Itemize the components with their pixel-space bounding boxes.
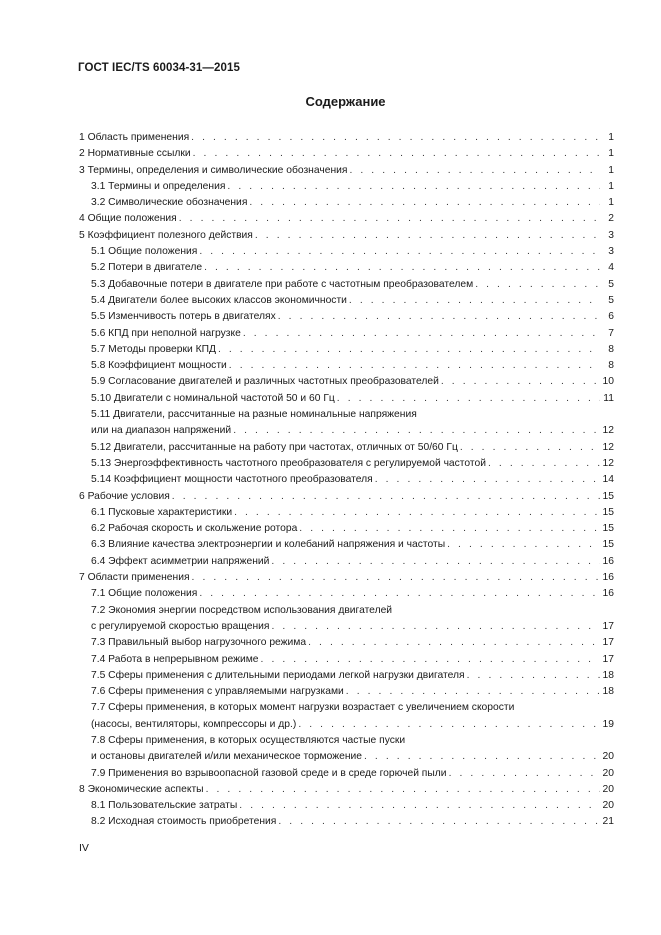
toc-entry-page: 20 [602,751,614,763]
dot-leader [243,326,600,342]
toc-entry-title: 1 Область применения [79,132,190,143]
toc-entry-title: 5.4 Двигатели более высоких классов экономичности [91,294,347,306]
toc-entry-page: 5 [608,294,614,306]
toc-entry[interactable] [79,260,614,276]
toc-entry[interactable] [79,326,614,342]
toc-entry[interactable] [79,782,614,798]
toc-entry[interactable] [79,635,614,651]
toc-entry[interactable] [79,374,614,390]
toc-entry[interactable] [79,489,614,505]
toc-entry[interactable] [79,228,614,244]
toc-entry-title: 4 Общие положения [79,213,177,225]
toc-entry-title: 5.5 Изменчивость потерь в двигателях [91,311,276,323]
toc-entry-title: 3.2 Символические обозначения [91,197,248,209]
toc-entry[interactable] [79,472,614,488]
toc-entry-title: 5.12 Двигатели, рассчитанные на работу при частотах, отличных от 50/60 Гц [91,441,458,453]
toc-entry-page: 18 [602,669,614,681]
dot-leader [278,309,600,325]
toc-entry-title: 5.7 Методы проверки КПД [91,343,216,355]
dot-leader [199,244,600,260]
dot-leader [255,228,600,244]
toc-entry-page: 18 [602,686,614,698]
toc-entry[interactable] [79,146,614,162]
toc-title: Содержание [305,94,386,109]
toc-entry-title: 5.6 КПД при неполной нагрузке [91,327,241,339]
toc-entry-title: 7.4 Работа в непрерывном режиме [91,653,259,665]
toc-entry-title: 7.6 Сферы применения с управляемыми нагрузками [91,686,344,698]
toc-entry[interactable] [79,293,614,309]
toc-entry-title: 3 Термины, определения и символические обозначения [79,164,348,176]
toc-entry-title: 7.3 Правильный выбор нагрузочного режима [91,637,307,649]
toc-entry-title: 6.2 Рабочая скорость и скольжение ротора [91,523,298,535]
dot-leader [488,456,600,472]
toc-entry-page: 17 [602,653,614,665]
toc-entry-title: 7.8 Сферы применения, в которых осуществляются частые пуски [91,734,406,746]
dot-leader [227,179,600,195]
toc-entry-page: 2 [608,213,614,225]
toc-entry[interactable] [79,684,614,700]
toc-entry-title-continued: и остановы двигателей и/или механическое торможение [91,751,363,763]
toc-entry-title: 5.11 Двигатели, рассчитанные на разные номинальные напряжения [91,409,417,421]
toc-entry[interactable] [79,342,614,358]
toc-entry-page: 20 [602,800,614,812]
toc-entry-page: 1 [608,164,614,176]
toc-entry-page: 19 [602,718,614,730]
toc-entry-page: 10 [602,376,614,388]
toc-entry-page: 17 [602,620,614,632]
dot-leader [204,260,600,276]
dot-leader [467,668,600,684]
dot-leader [193,146,600,162]
toc-entry-page: 16 [602,555,614,567]
document-code: ГОСТ IEC/TS 60034-31—2015 [78,62,240,74]
toc-entry-title: 7.5 Сферы применения с длительными периодами легкой нагрузки двигателя [91,669,465,681]
toc-entry[interactable] [79,179,614,195]
dot-leader [218,342,600,358]
toc-entry-title: 8.1 Пользовательские затраты [91,800,238,812]
dot-leader [239,798,600,814]
toc-entry[interactable] [79,554,614,570]
dot-leader [346,684,600,700]
toc-entry-title: 6.4 Эффект асимметрии напряжений [91,555,270,567]
toc-entry-page: 17 [602,637,614,649]
toc-entry-page: 15 [602,523,614,535]
toc-entry-title-continued: (насосы, вентиляторы, компрессоры и др.) [91,718,297,730]
toc-entry-title: 5.3 Добавочные потери в двигателе при работе с частотным преобразователем [91,278,474,290]
toc-entry-title: 7.9 Применения во взрывоопасной газовой среде и в среде горючей пыли [91,767,447,779]
dot-leader [271,554,600,570]
toc-entry-page: 1 [608,148,614,160]
dot-leader [349,163,600,179]
toc-entry-page: 12 [602,441,614,453]
toc-entry[interactable] [79,163,614,179]
toc-entry-page: 1 [608,132,614,143]
toc-entry-page: 15 [602,506,614,518]
toc-entry-page: 8 [608,360,614,372]
toc-entry[interactable] [79,195,614,211]
dot-leader [261,652,600,668]
toc-entry[interactable] [79,586,614,602]
toc-entry-page: 11 [603,392,614,404]
toc-entry[interactable] [79,391,614,407]
dot-leader [172,489,600,505]
dot-leader [299,521,600,537]
dot-leader [441,374,600,390]
toc-entry-title: 8 Экономические аспекты [79,783,204,795]
toc-entry-title: 5.13 Энергоэффективность частотного преобразователя с регулируемой частотой [91,457,486,469]
toc-entry-page: 15 [602,490,614,502]
toc-entry[interactable] [79,211,614,227]
toc-entry-title: 5.10 Двигатели с номинальной частотой 50 и 60 Гц [91,392,335,404]
toc-entry[interactable] [79,277,614,293]
dot-leader [179,211,600,227]
toc-entry[interactable] [79,358,614,374]
dot-leader [460,440,600,456]
dot-leader [234,505,600,521]
toc-entry-title: 2 Нормативные ссылки [79,148,191,160]
toc-entry[interactable] [79,603,614,636]
dot-leader [475,277,600,293]
toc-entry-title: 5.8 Коэффициент мощности [91,360,227,372]
toc-entry[interactable] [79,505,614,521]
toc-entry-page: 12 [602,457,614,469]
toc-entry[interactable] [79,456,614,472]
dot-leader [447,537,600,553]
toc-entry-page: 1 [608,197,614,209]
toc-entry-page: 21 [602,816,614,828]
dot-leader [271,619,600,635]
toc-entry[interactable] [79,521,614,537]
dot-leader [308,635,600,651]
toc-entry-title: 5.1 Общие положения [91,246,198,258]
toc-entry-page: 20 [602,767,614,779]
toc-entry[interactable] [79,652,614,668]
toc-entry-title: 5.14 Коэффициент мощности частотного преобразователя [91,474,373,486]
toc-entry[interactable] [79,668,614,684]
toc-entry[interactable] [79,570,614,586]
toc-entry[interactable] [79,733,614,766]
toc-entry-title: 3.1 Термины и определения [91,180,226,192]
dot-leader [449,766,600,782]
toc-entry[interactable] [79,407,614,440]
toc-entry-page: 8 [608,343,614,355]
toc-entry[interactable] [79,700,614,733]
toc-entry-page: 12 [602,425,614,437]
toc-entry[interactable] [79,309,614,325]
dot-leader [233,423,600,439]
toc-entry-title: 6.3 Влияние качества электроэнергии и колебаний напряжения и частоты [91,539,446,551]
toc-entry-page: 4 [608,262,614,274]
dot-leader [337,391,600,407]
page-folio: IV [79,842,89,854]
dot-leader [206,782,600,798]
toc-entry-title: 7.2 Экономия энергии посредством использования двигателей [91,604,393,616]
toc-entry[interactable] [79,537,614,553]
toc-entry[interactable] [79,814,614,830]
toc-entry[interactable] [79,130,614,146]
toc-entry[interactable] [79,244,614,260]
toc-entry[interactable] [79,798,614,814]
toc-entry-page: 14 [602,474,614,486]
toc-entry-page: 7 [608,327,614,339]
table-of-contents [79,130,614,831]
toc-entry-title: 6 Рабочие условия [79,490,170,502]
dot-leader [192,570,600,586]
toc-entry-title: 6.1 Пусковые характеристики [91,506,233,518]
dot-leader [278,814,600,830]
toc-entry-page: 3 [608,246,614,258]
dot-leader [298,717,600,733]
toc-entry-title: 8.2 Исходная стоимость приобретения [91,816,277,828]
toc-entry[interactable] [79,766,614,782]
dot-leader [349,293,600,309]
toc-entry-title: 7 Области применения [79,572,190,584]
dot-leader [249,195,600,211]
toc-entry-page: 3 [608,229,614,241]
toc-entry-page: 6 [608,311,614,323]
dot-leader [229,358,600,374]
toc-entry-title: 7.1 Общие положения [91,588,198,600]
toc-entry-page: 1 [608,180,614,192]
toc-entry-page: 16 [602,572,614,584]
toc-entry-title-continued: с регулируемой скоростью вращения [91,620,270,632]
toc-entry-title: 5 Коэффициент полезного действия [79,229,253,241]
dot-leader [364,749,600,765]
dot-leader [191,130,600,146]
dot-leader [199,586,600,602]
toc-entry-page: 15 [602,539,614,551]
toc-entry-page: 20 [602,783,614,795]
toc-entry-page: 5 [608,278,614,290]
toc-entry-title-continued: или на диапазон напряжений [91,425,232,437]
toc-entry[interactable] [79,440,614,456]
toc-entry-page: 16 [602,588,614,600]
toc-entry-title: 7.7 Сферы применения, в которых момент нагрузки возрастает с увеличением скорости [91,702,515,714]
toc-entry-title: 5.9 Согласование двигателей и различных частотных преобразователей [91,376,439,388]
dot-leader [375,472,600,488]
toc-entry-title: 5.2 Потери в двигателе [91,262,203,274]
